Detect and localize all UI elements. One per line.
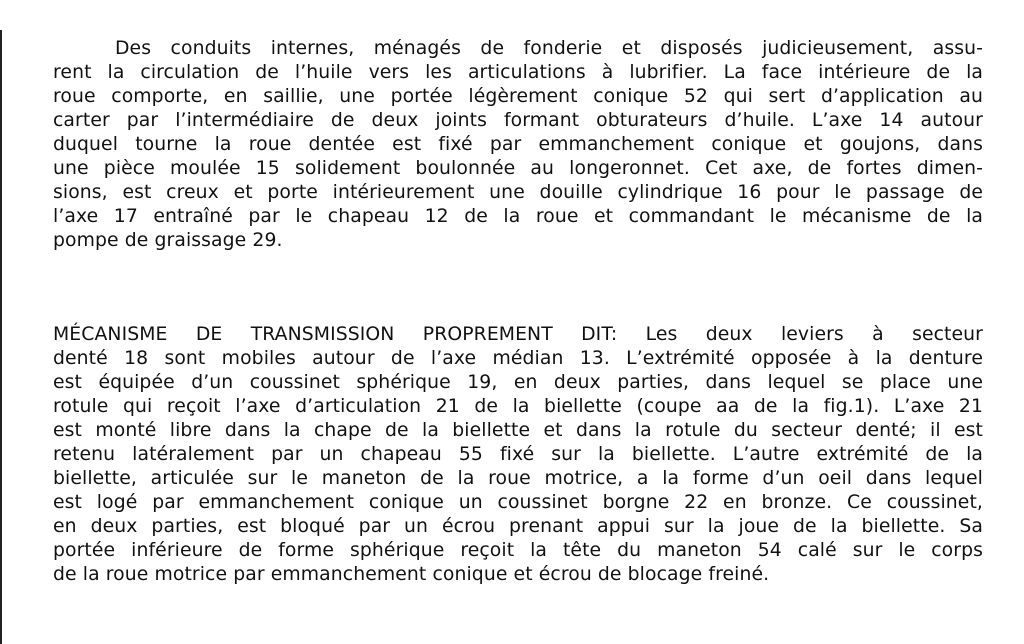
text-line: est équipée d’un coussinet sphérique 19, en deux parties, dans lequel se place une xyxy=(53,372,983,393)
left-margin-rule xyxy=(0,30,2,644)
text-line: retenu latéralement par un chapeau 55 fixé sur la biellette. L’autre extrémité de la xyxy=(53,444,983,465)
text-line: Des conduits internes, ménagés de fonderie et disposés judicieusement, assu- xyxy=(115,38,983,59)
text-line: en deux parties, est bloqué par un écrou prenant appui sur la joue de la biellette. Sa xyxy=(53,516,983,537)
text-line: MÉCANISME DE TRANSMISSION PROPREMENT DIT: Les deux leviers à secteur xyxy=(53,324,983,345)
text-line: rent la circulation de l’huile vers les articulations à lubrifier. La face intérieure de la xyxy=(53,62,983,83)
text-line: de la roue motrice par emmanchement conique et écrou de blocage freiné. xyxy=(53,564,770,585)
text-line: une pièce moulée 15 solidement boulonnée au longeronnet. Cet axe, de fortes dimen- xyxy=(53,158,983,179)
text-line: sions, est creux et porte intérieurement une douille cylindrique 16 pour le passage de xyxy=(53,182,983,203)
text-line: portée inférieure de forme sphérique reçoit la tête du maneton 54 calé sur le corps xyxy=(53,540,983,561)
text-line: denté 18 sont mobiles autour de l’axe médian 13. L’extrémité opposée à la denture xyxy=(53,348,983,369)
text-line: pompe de graissage 29. xyxy=(53,230,283,251)
text-line: carter par l’intermédiaire de deux joints formant obturateurs d’huile. L’axe 14 autour xyxy=(53,110,983,131)
text-line: rotule qui reçoit l’axe d’articulation 21 de la biellette (coupe aa de la fig.1). L’axe 21 xyxy=(53,396,983,417)
text-line: est monté libre dans la chape de la biellette et dans la rotule du secteur denté; il est xyxy=(53,420,983,441)
text-line: l’axe 17 entraîné par le chapeau 12 de la roue et commandant le mécanisme de la xyxy=(53,206,983,227)
text-line: duquel tourne la roue dentée est fixé par emmanchement conique et goujons, dans xyxy=(53,134,983,155)
paragraph-transmission-mechanism xyxy=(53,323,983,587)
paragraph-lubrication xyxy=(53,37,983,253)
text-line: est logé par emmanchement conique un coussinet borgne 22 en bronze. Ce coussinet, xyxy=(53,492,983,513)
text-line: biellette, articulée sur le maneton de la roue motrice, a la forme d’un oeil dans lequel xyxy=(53,468,983,489)
text-line: roue comporte, en saillie, une portée légèrement conique 52 qui sert d’application au xyxy=(53,86,983,107)
